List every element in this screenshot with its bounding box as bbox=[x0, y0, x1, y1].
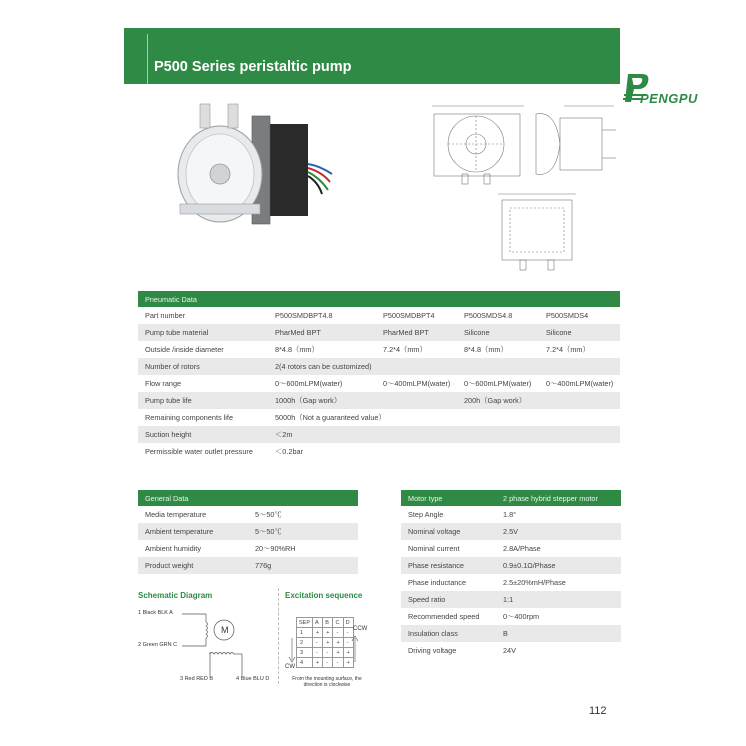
table-header-cell bbox=[376, 291, 457, 307]
header-banner bbox=[124, 28, 698, 106]
table-row bbox=[401, 506, 621, 523]
cell: ＜0.2bar bbox=[275, 446, 303, 456]
direction-note: From the mounting surface, the direction is clockwise bbox=[292, 676, 362, 688]
cell: + bbox=[313, 628, 323, 638]
cell: + bbox=[343, 658, 353, 668]
table-header-cell: Pneumatic Data bbox=[138, 291, 268, 307]
table-row bbox=[138, 307, 620, 324]
cell: 0～600mLPM(water) bbox=[275, 378, 343, 388]
cell: 0～400mLPM(water) bbox=[383, 378, 451, 388]
table-row bbox=[138, 341, 620, 358]
cell: 200h（Gap work） bbox=[457, 392, 620, 409]
cell: + bbox=[313, 658, 323, 668]
table-row bbox=[138, 523, 358, 540]
cell: 8*4.8（mm） bbox=[464, 344, 508, 354]
table-header-cell: A bbox=[313, 618, 323, 628]
table-header-cell bbox=[457, 291, 539, 307]
cell: 2.5±20%mH/Phase bbox=[503, 578, 566, 587]
cell: 3 bbox=[297, 648, 313, 658]
row-label: Pump tube material bbox=[138, 324, 268, 341]
row-label: Ambient humidity bbox=[145, 544, 201, 553]
cell: 24V bbox=[503, 646, 516, 655]
table-header-cell: C bbox=[333, 618, 343, 628]
cell: 0.9±0.1Ω/Phase bbox=[496, 557, 621, 574]
cell: 1:1 bbox=[496, 591, 621, 608]
page-number: 112 bbox=[589, 705, 607, 717]
table-header-cell bbox=[268, 291, 376, 307]
table-row bbox=[297, 638, 354, 648]
cell: 1000h（Gap work） bbox=[268, 392, 457, 409]
logo-text: PENGPU bbox=[640, 91, 698, 106]
cell: 5～50℃ bbox=[255, 509, 282, 519]
table-header-cell: General Data bbox=[138, 490, 248, 506]
motor-data-table bbox=[401, 490, 621, 659]
top-view-drawing bbox=[494, 190, 580, 274]
cell: - bbox=[313, 638, 323, 648]
row-label: Insulation class bbox=[401, 625, 496, 642]
table-row bbox=[138, 375, 620, 392]
table-header-cell: Motor type bbox=[401, 490, 496, 506]
cell: - bbox=[323, 648, 333, 658]
cell: 4 bbox=[297, 658, 313, 668]
row-label: Step Angle bbox=[408, 510, 444, 519]
schematic-title: Schematic Diagram bbox=[138, 591, 213, 600]
excitation-title: Excitation sequence bbox=[285, 591, 363, 600]
table-row bbox=[401, 523, 621, 540]
table-row bbox=[401, 625, 621, 642]
ccw-label: CCW bbox=[353, 626, 368, 632]
wire-label-d: 4 Blue BLU D bbox=[236, 676, 270, 682]
cell: - bbox=[313, 648, 323, 658]
row-label: Remaining components life bbox=[145, 413, 234, 422]
cell: + bbox=[323, 628, 333, 638]
cell: P500SMDBPT4.8 bbox=[275, 311, 333, 320]
cell: + bbox=[333, 638, 343, 648]
row-label: Phase resistance bbox=[401, 557, 496, 574]
table-header bbox=[138, 490, 358, 506]
row-label: Recommended speed bbox=[408, 612, 480, 621]
section-divider bbox=[278, 588, 279, 684]
cell: B bbox=[496, 625, 621, 642]
row-label: Speed ratio bbox=[401, 591, 496, 608]
table-header-cell: B bbox=[323, 618, 333, 628]
row-label: Phase inductance bbox=[408, 578, 467, 587]
table-header-cell: D bbox=[343, 618, 353, 628]
table-header-cell bbox=[539, 291, 620, 307]
table-row bbox=[138, 392, 620, 409]
brand-logo bbox=[620, 64, 706, 110]
ccw-arrow-icon bbox=[350, 634, 360, 664]
cell: 2.5V bbox=[496, 523, 621, 540]
table-row bbox=[297, 648, 354, 658]
schematic-wiring bbox=[180, 608, 260, 686]
cell: 2(4 rotors can be customized) bbox=[268, 358, 620, 375]
cell: ＜2m bbox=[268, 426, 620, 443]
table-row bbox=[297, 658, 354, 668]
table-row bbox=[138, 426, 620, 443]
table-header-cell: SEP bbox=[297, 618, 313, 628]
general-data-table bbox=[138, 490, 358, 574]
banner-accent-line bbox=[147, 34, 148, 84]
row-label: Suction height bbox=[138, 426, 268, 443]
cell: 2.8A/Phase bbox=[503, 544, 541, 553]
cell: 0～600mLPM(water) bbox=[464, 378, 532, 388]
cw-label: CW bbox=[285, 664, 295, 670]
cell: + bbox=[333, 648, 343, 658]
table-header-cell: 2 phase hybrid stepper motor bbox=[496, 490, 621, 506]
table-row bbox=[138, 540, 358, 557]
cell: P500SMDS4.8 bbox=[464, 311, 513, 320]
cell: 7.2*4（mm） bbox=[383, 344, 427, 354]
table-header-cell bbox=[248, 490, 358, 506]
table-header bbox=[297, 618, 354, 628]
row-label: Media temperature bbox=[145, 510, 207, 519]
row-label: Permissible water outlet pressure bbox=[145, 447, 253, 456]
table-header bbox=[401, 490, 621, 506]
table-row bbox=[138, 506, 358, 523]
table-row bbox=[401, 574, 621, 591]
row-label: Outside /inside diameter bbox=[145, 345, 224, 354]
table-row bbox=[138, 557, 358, 574]
cell: 8*4.8（mm） bbox=[275, 344, 319, 354]
row-label: Nominal voltage bbox=[401, 523, 496, 540]
table-row bbox=[401, 557, 621, 574]
cell: PharMed BPT bbox=[376, 324, 457, 341]
cell: 7.2*4（mm） bbox=[546, 344, 590, 354]
row-label: Pump tube life bbox=[138, 392, 268, 409]
cell: PharMed BPT bbox=[268, 324, 376, 341]
row-label: Driving voltage bbox=[408, 646, 457, 655]
pneumatic-data-table bbox=[138, 291, 620, 460]
row-label: Product weight bbox=[138, 557, 248, 574]
cell: - bbox=[343, 638, 353, 648]
front-side-drawing bbox=[424, 100, 620, 188]
cw-arrow-icon bbox=[287, 636, 297, 664]
cell: 5000h（Not a guaranteed value） bbox=[275, 412, 386, 422]
cell: Silicone bbox=[539, 324, 620, 341]
table-row bbox=[138, 324, 620, 341]
cell: 0～400mLPM(water) bbox=[546, 378, 614, 388]
cell: 776g bbox=[248, 557, 358, 574]
wire-label-c: 2 Green GRN C bbox=[138, 642, 178, 648]
table-row bbox=[138, 443, 620, 460]
cell: P500SMDBPT4 bbox=[383, 311, 435, 320]
pump-photo bbox=[170, 94, 340, 244]
table-row bbox=[401, 608, 621, 625]
cell: - bbox=[333, 658, 343, 668]
row-label: Nominal current bbox=[408, 544, 460, 553]
wire-label-a: 1 Black BLK A bbox=[138, 610, 173, 616]
cell: 1 bbox=[297, 628, 313, 638]
cell: 0～400rpm bbox=[503, 611, 540, 621]
cell: + bbox=[323, 638, 333, 648]
row-label: Number of rotors bbox=[138, 358, 268, 375]
table-row bbox=[138, 358, 620, 375]
table-row bbox=[138, 409, 620, 426]
row-label: Ambient temperature bbox=[138, 523, 248, 540]
cell: Silicone bbox=[457, 324, 539, 341]
cell: - bbox=[343, 628, 353, 638]
cell: 1.8° bbox=[503, 510, 517, 519]
wire-label-b: 3 Red RED B bbox=[180, 676, 214, 682]
table-row bbox=[401, 540, 621, 557]
row-label: Part number bbox=[145, 311, 186, 320]
table-row bbox=[401, 591, 621, 608]
row-label: Flow range bbox=[145, 379, 182, 388]
cell: 5～50℃ bbox=[248, 523, 358, 540]
table-row bbox=[297, 628, 354, 638]
cell: P500SMDS4 bbox=[546, 311, 589, 320]
cell: + bbox=[343, 648, 353, 658]
page-title: P500 Series peristaltic pump bbox=[154, 59, 352, 75]
cell: 20～90%RH bbox=[255, 543, 296, 553]
motor-symbol-label: M bbox=[221, 625, 229, 635]
cell: 2 bbox=[297, 638, 313, 648]
table-row bbox=[401, 642, 621, 659]
cell: - bbox=[323, 658, 333, 668]
cell: - bbox=[333, 628, 343, 638]
excitation-table bbox=[296, 617, 354, 668]
table-header bbox=[138, 291, 620, 307]
